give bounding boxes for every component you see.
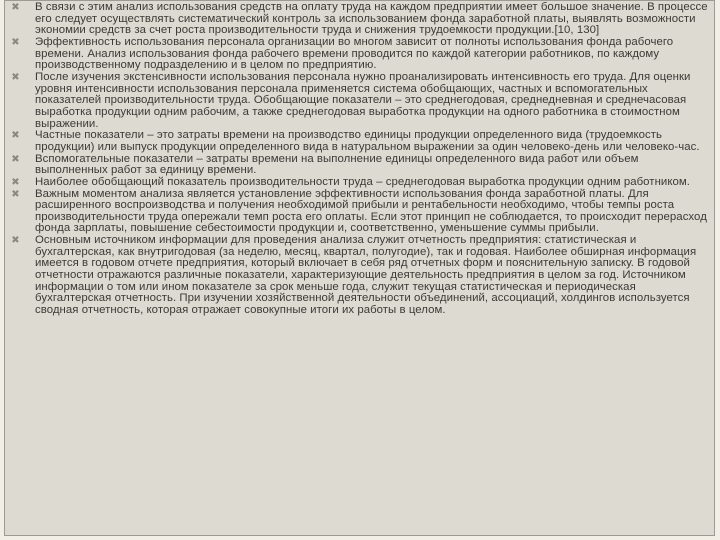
x-mark-icon: ✖	[11, 2, 20, 13]
list-item	[5, 235, 716, 317]
list-item-text: В связи с этим анализ использования средств на оплату труда на каждом предприятии имеет большое значение. В процессе его следует осуществлять систематический контроль за использованием фонда заработной платы, выявлять возможности экономии средств за счет роста производительности труда и снижения трудоемкости продукции.[10, 130]	[35, 1, 708, 37]
list-item-text: Вспомогательные показатели – затраты времени на выполнение единицы определенного вида работ или объем выполненных работ за единицу времени.	[35, 152, 639, 177]
list-item-text: Наиболее обобщающий показатель производительности труда – среднегодовая выработка продукции одним работником.	[35, 175, 690, 188]
x-mark-icon: ✖	[11, 130, 20, 142]
list-item-text: Частные показатели – это затраты времени на производство единицы продукции определенного вида (трудоемкость продукции) или выпуск продукции определенного вида в натуральном выражении за один человеко-день или человеко-час.	[35, 129, 700, 153]
list-item-text: Эффективность использования персонала организации во многом зависит от полноты использования фонда рабочего времени. Анализ использования фонда рабочего времени проводится по каждой категории работников, по каждому производственному подразделению и в целом по предприятию.	[35, 35, 674, 72]
list-item	[5, 189, 716, 236]
list-item	[5, 154, 716, 177]
list-item	[5, 2, 716, 37]
x-mark-icon: ✖	[11, 36, 20, 48]
list-item	[5, 177, 716, 189]
x-mark-icon: ✖	[11, 235, 20, 247]
x-mark-icon: ✖	[11, 153, 20, 165]
list-item-text: После изучения экстенсивности использования персонала нужно проанализировать интенсивность его труда. Для оценки уровня интенсивности использования персонала применяется система обобщающих, частных и вспомогательных показателей производительности труда. Обобщающие показатели – это среднегодовая, среднедневная и среднечасовая выработка продукции одним рабочим, а также среднегодовая выработка продукции на одного работника в стоимостном выражении.	[35, 70, 691, 130]
list-item-text: Основным источником информации для проведения анализа служит отчетность предприятия: статистическая и бухгалтерская, как внутригодовая (за неделю, месяц, квартал, полугодие), так и годовая. Наиболее обширная информация имеется в годовом отчете предприятия, который включает в себя ряд отчетных форм и пояснительную записку. В годовой отчетности отражаются различные показатели, характеризующие деятельность предприятия в целом за год. Источником информации о том или ином показателе за срок меньше года, служит текущая статистическая и периодическая бухгалтерская отчетность. При изучении хозяйственной деятельности объединений, ассоциаций, холдингов используется сводная отчетность, которая отражает совокупные итоги их работы в целом.	[35, 234, 697, 317]
x-mark-icon: ✖	[11, 188, 20, 200]
list-item	[5, 72, 716, 130]
list-item	[5, 130, 716, 153]
list-item	[5, 37, 716, 72]
list-item-text: Важным моментом анализа является установление эффективности использования фонда заработной платы. Для расширенного воспроизводства и получения необходимой прибыли и рентабельности необходимо, чтобы темпы роста производительности труда опережали темп роста его оплаты. Если этот принцип не соблюдается, то происходит перерасход фонда зарплаты, повышение себестоимости продукции и, соответственно, уменьшение суммы прибыли.	[35, 187, 707, 235]
bullet-list	[5, 2, 716, 317]
content-frame	[4, 0, 715, 536]
x-mark-icon: ✖	[11, 71, 20, 83]
x-mark-icon: ✖	[11, 176, 20, 188]
